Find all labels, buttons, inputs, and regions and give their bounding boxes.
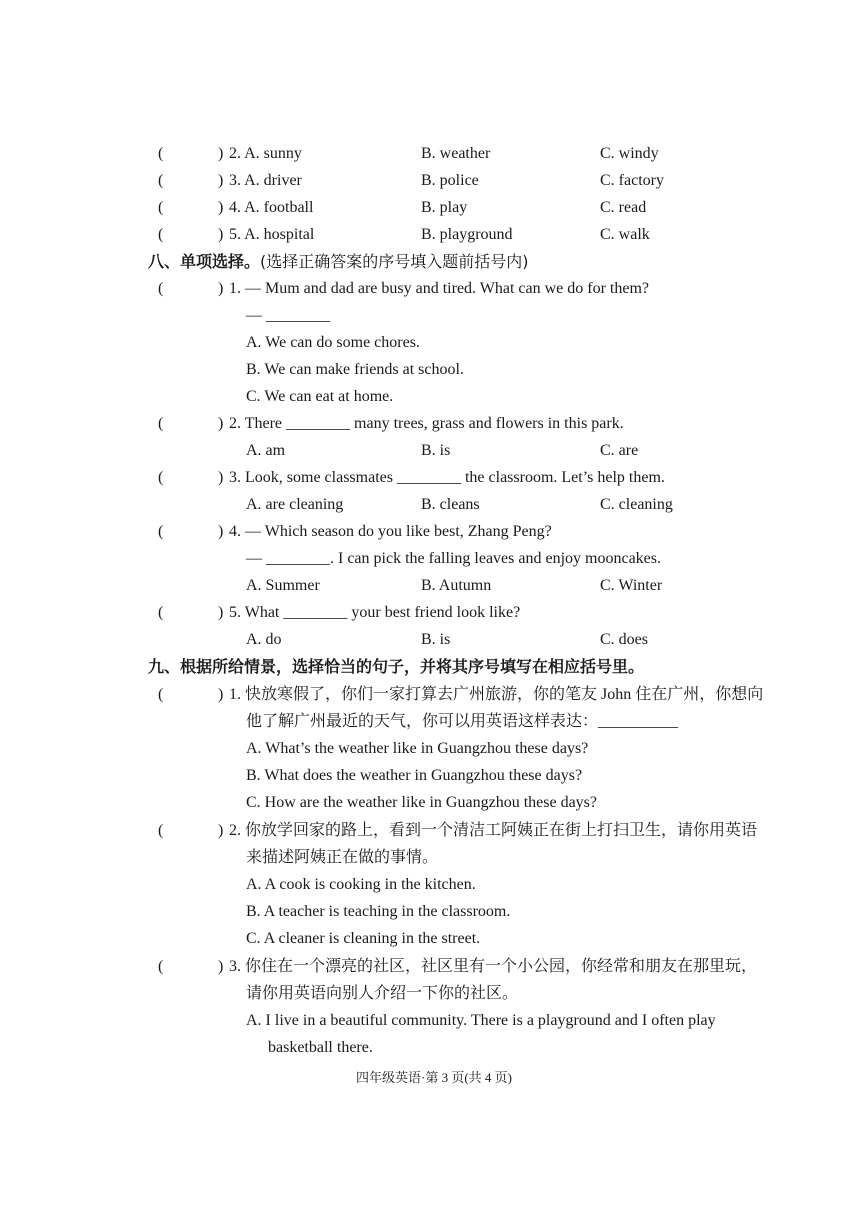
section-heading: 九、根据所给情景，选择恰当的句子，并将其序号填写在相应括号里。 [148, 657, 645, 676]
answer-paren[interactable]: ( [158, 958, 164, 975]
exam-page: ( ) 2. A. sunny B. weather C. windy ( ) 3. A. driver B. police C. factory ( ) 4. A. football B. play C. read ( ) 5. A. hospital B. playground C. walk 八、单项选择。(选择正确答案的序号填入题前括号内) ( ) 1. — Mum and dad are busy and tired. What can we do for them? — ________ A. We can do some chores. B. We can make friends at school. C. We can eat at home. ( ) 2. There ________ many trees, grass and flowers in this park. A. am B. is C. are ( ) 3. Look, some classmates ________ the classroom. Let’s help them. A. are cleaning B. cleans C. cleaning ( ) 4. — Which season do you like best, Zhang Peng? — ________. I can pick the falling leaves and enjoy mooncakes. A. Summer B. Autumn C. Winter ( ) 5. What ________ your best friend look like? A. do B. is C. does 九、根据所给情景，选择恰当的句子，并将其序号填写在相应括号里。 ( ) 1. 快放寒假了，你们一家打算去广州旅游，你的笔友 John 住在广州，你想向 他了解广州最近的天气，你可以用英语这样表达：__________ A. What’s the weather like in Guangzhou these days? B. What does the weather in Guangzhou these days? C. How are the weather like in Guangzhou these days? ( ) 2. 你放学回家的路上，看到一个清洁工阿姨正在街上打扫卫生，请你用英语 来描述阿姨正在做的事情。 A. A cook is cooking in the kitchen. B. A teacher is teaching in the classroom. C. A cleaner is cleaning in the street. ( ) 3. 你住在一个漂亮的社区，社区里有一个小公园，你经常和朋友在那里玩， 请你用英语向别人介绍一下你的社区。 A. I live in a beautiful community. There is a playground and I often play basketball there. 四年级英语·第 3 页(共 4 页) [0, 0, 868, 1227]
answer-paren[interactable]: ( [158, 280, 164, 297]
answer-paren[interactable]: ( [158, 172, 164, 189]
answer-paren[interactable]: ( [158, 469, 164, 486]
answer-paren[interactable]: ( [158, 199, 164, 216]
page-footer: 四年级英语·第 3 页(共 4 页) [356, 1070, 512, 1085]
answer-paren[interactable]: ( [158, 415, 164, 432]
answer-paren[interactable]: ( [158, 822, 164, 839]
section-heading: 八、单项选择。(选择正确答案的序号填入题前括号内) [148, 252, 529, 271]
answer-paren[interactable]: ( [158, 604, 164, 621]
answer-paren[interactable]: ( [158, 226, 164, 243]
answer-paren[interactable]: ( [158, 523, 164, 540]
answer-paren[interactable]: ( [158, 145, 164, 162]
answer-paren[interactable]: ( [158, 686, 164, 703]
